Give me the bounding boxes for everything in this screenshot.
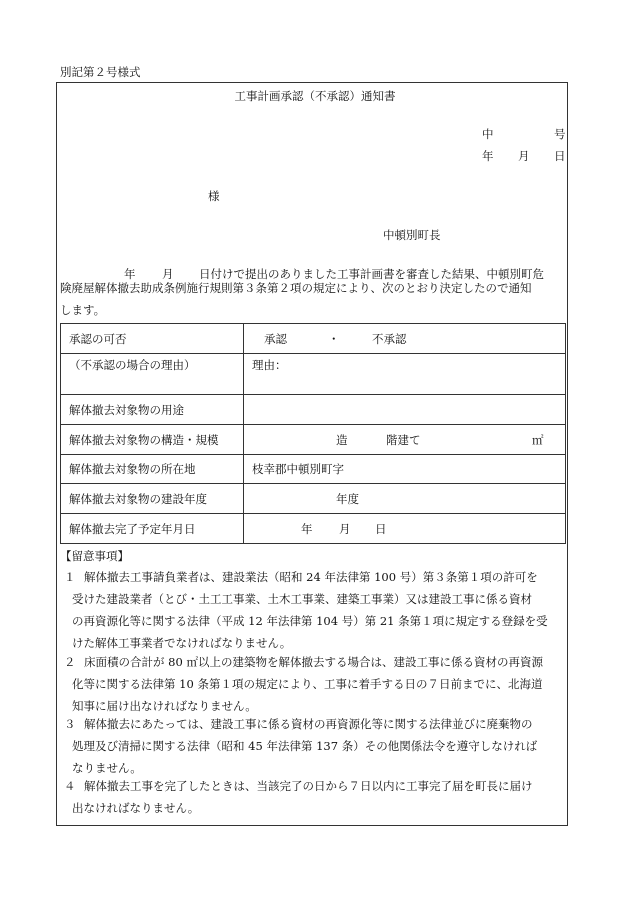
table-row bbox=[61, 324, 566, 354]
table-row bbox=[61, 455, 566, 484]
note-line: 受けた建設業者（とび・土工工事業、土木工事業、建築工事業）又は建設工事に係る資材 bbox=[72, 592, 532, 606]
table-row bbox=[61, 395, 566, 425]
note-line: なりません。 bbox=[72, 761, 142, 775]
structure-zou: 造 bbox=[336, 433, 348, 447]
completion-day: 日 bbox=[375, 522, 387, 536]
body-line3: します。 bbox=[60, 303, 106, 317]
date-month: 月 bbox=[518, 149, 530, 163]
row-label: 解体撤去対象物の建設年度 bbox=[61, 484, 244, 514]
row-label: 解体撤去対象物の用途 bbox=[61, 395, 244, 425]
structure-floors: 階建て bbox=[386, 433, 421, 447]
note-number: ４ bbox=[64, 779, 76, 793]
construction-year-cell bbox=[244, 484, 566, 514]
info-table bbox=[60, 323, 566, 544]
completion-year: 年 bbox=[301, 522, 313, 536]
note-line: 床面積の合計が 80 ㎡以上の建築物を解体撤去する場合は、建設工事に係る資材の再資源 bbox=[84, 655, 543, 669]
row-label: 承認の可否 bbox=[61, 324, 244, 354]
note-line: 出なければなりません。 bbox=[72, 801, 200, 815]
approve-option: 承認 bbox=[264, 332, 287, 346]
row-label: 解体撤去完了予定年月日 bbox=[61, 514, 244, 544]
note-line: 解体撤去にあたっては、建設工事に係る資材の再資源化等に関する法律並びに廃棄物の bbox=[84, 717, 533, 731]
structure-cell bbox=[244, 425, 566, 455]
note-line: 解体撤去工事を完了したときは、当該完了の日から７日以内に工事完了届を町長に届け bbox=[84, 779, 533, 793]
structure-area-unit: ㎡ bbox=[532, 433, 544, 447]
note-item bbox=[60, 775, 565, 819]
note-line: の再資源化等に関する法律（平成 12 年法律第 104 号）第 21 条第１項に規定する登録を受 bbox=[72, 614, 548, 628]
usage-field bbox=[244, 395, 566, 425]
body-line2: 険廃屋解体撤去助成条例施行規則第３条第２項の規定により、次のとおり決定したので通知 bbox=[60, 281, 532, 295]
table-row bbox=[61, 425, 566, 455]
note-number: ３ bbox=[64, 717, 76, 731]
body-month: 月 bbox=[162, 267, 174, 281]
document-title: 工事計画承認（不承認）通知書 bbox=[234, 89, 396, 103]
row-label: （不承認の場合の理由） bbox=[61, 354, 244, 395]
note-number: １ bbox=[64, 570, 76, 584]
note-item bbox=[60, 651, 565, 717]
addressee-suffix: 様 bbox=[208, 189, 220, 203]
issuer: 中頓別町長 bbox=[383, 228, 441, 242]
completion-month: 月 bbox=[339, 522, 351, 536]
approval-cell bbox=[244, 324, 566, 354]
form-reference: 別記第２号様式 bbox=[60, 65, 141, 79]
body-year: 年 bbox=[124, 267, 136, 281]
reject-option: 不承認 bbox=[372, 332, 407, 346]
note-item bbox=[60, 713, 565, 779]
fiscal-year-label: 年度 bbox=[336, 492, 359, 506]
row-label: 解体撤去対象物の構造・規模 bbox=[61, 425, 244, 455]
completion-date-cell bbox=[244, 514, 566, 544]
doc-number-prefix: 中 bbox=[482, 127, 494, 141]
body-line1: 日付けで提出のありました工事計画書を審査した結果、中頓別町危 bbox=[199, 267, 544, 281]
option-separator: ・ bbox=[328, 332, 340, 346]
date-day: 日 bbox=[554, 149, 566, 163]
row-label: 解体撤去対象物の所在地 bbox=[61, 455, 244, 484]
table-row bbox=[61, 514, 566, 544]
note-line: 処理及び清掃に関する法律（昭和 45 年法律第 137 条）その他関係法令を遵守しなければ bbox=[72, 739, 538, 753]
note-line: 解体撤去工事請負業者は、建設業法（昭和 24 年法律第 100 号）第３条第１項の許可を bbox=[84, 570, 538, 584]
table-row bbox=[61, 484, 566, 514]
doc-number-suffix: 号 bbox=[554, 127, 566, 141]
note-line: けた解体工事業者でなければなりません。 bbox=[72, 636, 292, 650]
note-number: ２ bbox=[64, 655, 76, 669]
date-year: 年 bbox=[482, 149, 494, 163]
notes-heading: 【留意事項】 bbox=[60, 549, 129, 563]
table-row bbox=[61, 354, 566, 395]
location-field: 枝幸郡中頓別町字 bbox=[244, 455, 566, 484]
note-item bbox=[60, 566, 565, 654]
note-line: 化等に関する法律第 10 条第１項の規定により、工事に着手する日の７日前までに、北海道 bbox=[72, 677, 543, 691]
reason-field: 理由： bbox=[244, 354, 566, 395]
note-line: 知事に届け出なければなりません。 bbox=[72, 699, 257, 713]
